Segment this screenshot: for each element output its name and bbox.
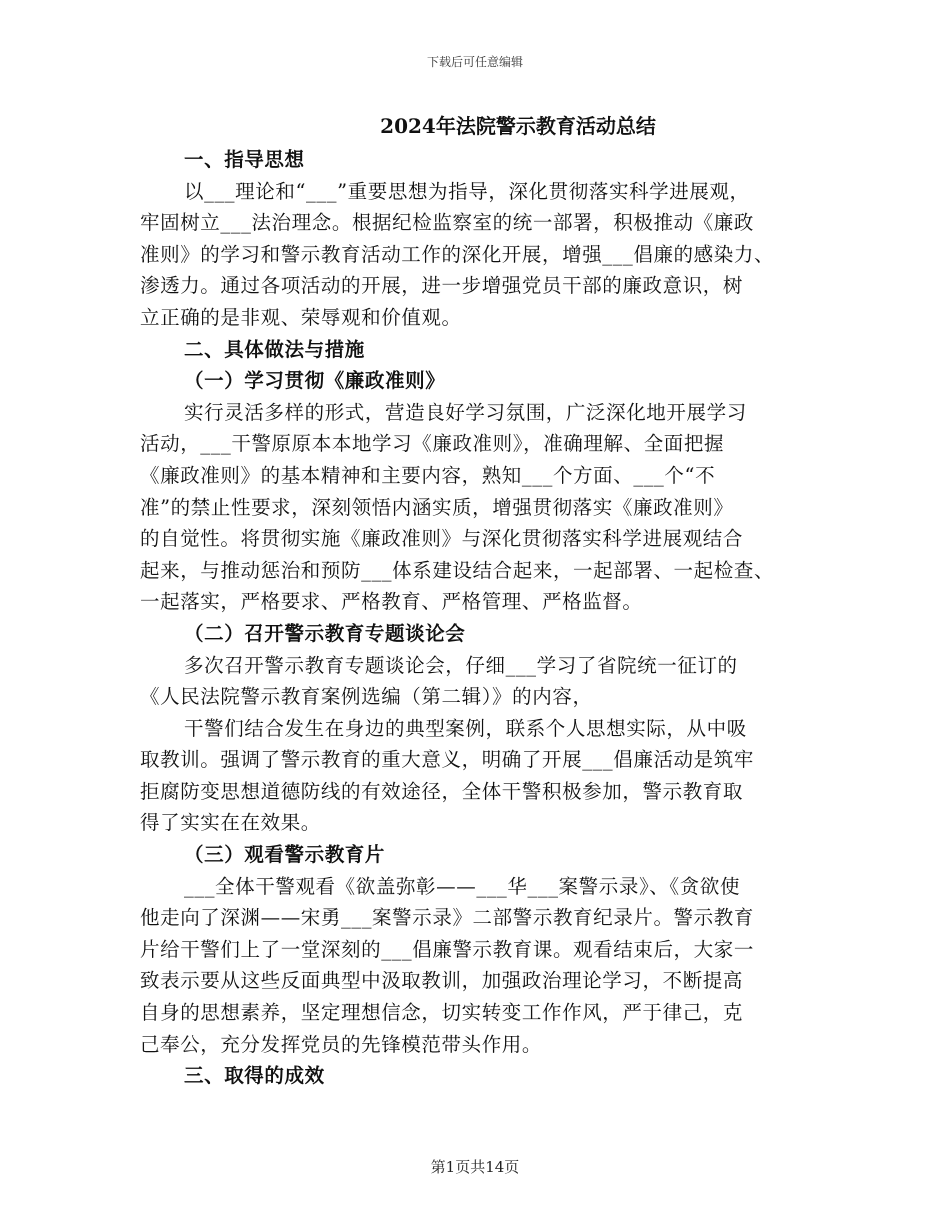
paragraph-line: 己奉公，充分发挥党员的先锋模范带头作用。 xyxy=(140,1032,543,1056)
paragraph-line: 活动，___干警原原本本地学习《廉政准则》，准确理解、全面把握 xyxy=(140,432,725,456)
page-number: 第1页共14页 xyxy=(430,1158,520,1176)
subsection-heading: （一）学习贯彻《廉政准则》 xyxy=(184,369,446,393)
section-heading: 二、具体做法与措施 xyxy=(184,337,365,361)
document-title: 2024年法院警示教育活动总结 xyxy=(380,114,656,138)
paragraph-line: 片给干警们上了一堂深刻的___倡廉警示教育课。观看结束后，大家一 xyxy=(140,937,754,961)
paragraph-line: ___全体干警观看《欲盖弥彰——___华___案警示录》、《贪欲使 xyxy=(184,874,741,898)
paragraph-line: 准则》的学习和警示教育活动工作的深化开展，增强___倡廉的感染力、 xyxy=(140,242,775,266)
paragraph-line: 拒腐防变思想道德防线的有效途径，全体干警积极参加，警示教育取 xyxy=(140,779,744,803)
paragraph-line: 的自觉性。将贯彻实施《廉政准则》与深化贯彻落实科学进展观结合 xyxy=(140,527,744,551)
paragraph-line: 渗透力。通过各项活动的开展，进一步增强党员干部的廉政意识，树 xyxy=(140,274,744,298)
paragraph-line: 多次召开警示教育专题谈论会，仔细___学习了省院统一征订的 xyxy=(184,653,738,677)
paragraph-line: 立正确的是非观、荣辱观和价值观。 xyxy=(140,305,462,329)
paragraph-line: 准”的禁止性要求，深刻领悟内涵实质，增强贯彻落实《廉政准则》 xyxy=(140,495,734,519)
section-heading: 三、取得的成效 xyxy=(184,1064,325,1088)
document-lines xyxy=(140,144,816,1092)
subsection-heading: （三）观看警示教育片 xyxy=(184,843,386,867)
paragraph-line: 实行灵活多样的形式，营造良好学习氛围，广泛深化地开展学习 xyxy=(184,400,747,424)
paragraph-line: 以___理论和“___”重要思想为指导，深化贯彻落实科学进展观， xyxy=(184,179,750,203)
paragraph-line: 起来，与推动惩治和预防___体系建设结合起来，一起部署、一起检查、 xyxy=(140,558,775,582)
paragraph-line: 牢固树立___法治理念。根据纪检监察室的统一部署，积极推动《廉政 xyxy=(140,211,754,235)
paragraph-line: 得了实实在在效果。 xyxy=(140,811,321,835)
subsection-heading: （二）召开警示教育专题谈论会 xyxy=(184,621,466,645)
paragraph-line: 《廉政准则》的基本精神和主要内容，熟知___个方面、___个“不 xyxy=(140,463,716,487)
paragraph-line: 自身的思想素养，坚定理想信念，切实转变工作作风，严于律己，克 xyxy=(140,1001,744,1025)
paragraph-line: 一起落实，严格要求、严格教育、严格管理、严格监督。 xyxy=(140,590,643,614)
paragraph-line: 致表示要从这些反面典型中汲取教训，加强政治理论学习，不断提高 xyxy=(140,969,744,993)
paragraph-line: 他走向了深渊——宋勇___案警示录》二部警示教育纪录片。警示教育 xyxy=(140,906,754,930)
paragraph-line: 取教训。强调了警示教育的重大意义，明确了开展___倡廉活动是筑牢 xyxy=(140,748,754,772)
section-heading: 一、指导思想 xyxy=(184,148,305,171)
page-header-note: 下载后可任意编辑 xyxy=(426,55,523,69)
paragraph-line: 干警们结合发生在身边的典型案例，联系个人思想实际，从中吸 xyxy=(184,716,747,740)
document-body xyxy=(140,108,816,1092)
paragraph-line: 《人民法院警示教育案例选编（第二辑）》的内容， xyxy=(140,685,593,709)
